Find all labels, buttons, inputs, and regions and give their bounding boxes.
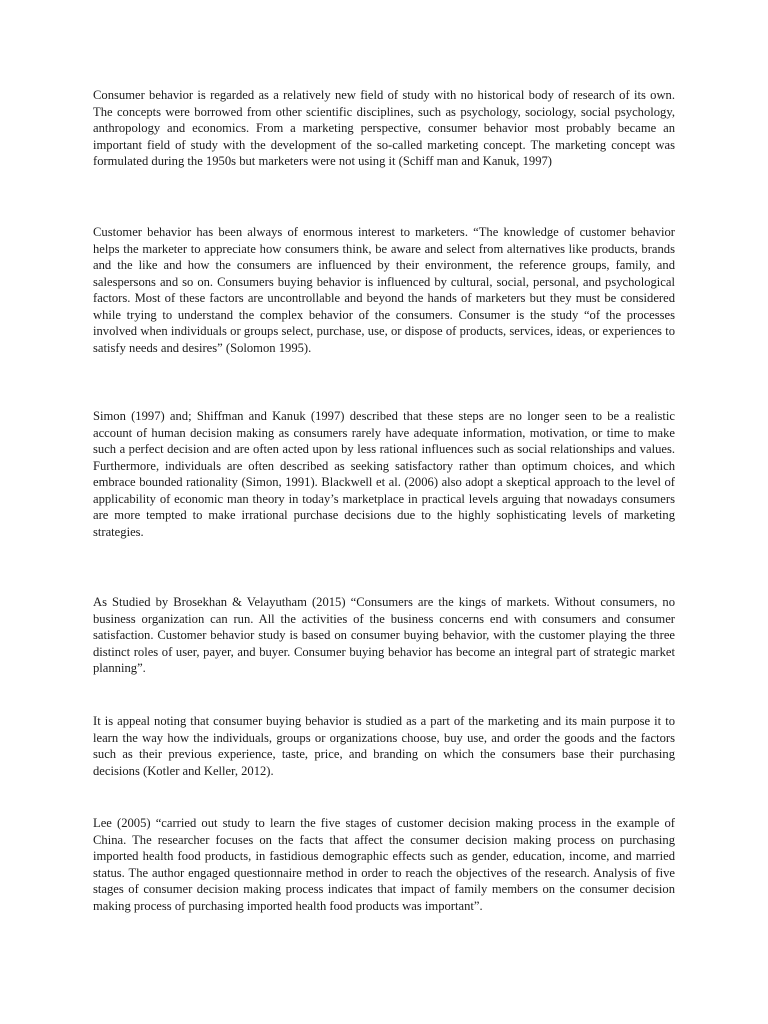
paragraph-consumers-kings-of-markets: As Studied by Brosekhan & Velayutham (2015) “Consumers are the kings of markets. Without consumers, no business organization can run. All the activities of the business concerns end with consumers and consumer satisfaction. Customer behavior study is based on consumer buying behavior, with the customer playing the three distinct roles of user, payer, and buyer. Consumer buying behavior has become an integral part of strategic market planning”.	[93, 595, 675, 675]
paragraph-buying-behavior-purpose: It is appeal noting that consumer buying behavior is studied as a part of the marketing and its main purpose it to learn the way how the individuals, groups or organizations choose, buy use, and order the goods and the factors such as their previous experience, taste, price, and branding on which the consumers base their purchasing decisions (Kotler and Keller, 2012).	[93, 714, 675, 778]
paragraph-bounded-rationality: Simon (1997) and; Shiffman and Kanuk (1997) described that these steps are no longer seen to be a realistic account of human decision making as consumers rarely have adequate information, motivation, or time to make such a perfect decision and are often acted upon by less rational influences such as social relationships and values. Furthermore, individuals are often described as seeking satisfactory rather than optimum choices, and which embrace bounded rationality (Simon, 1991). Blackwell et al. (2006) also adopt a skeptical approach to the level of applicability of economic man theory in today’s marketplace in practical levels arguing that nowadays consumers are more tempted to make irrational purchase decisions due to the highly sophisticating levels of marketing strategies.	[93, 409, 675, 539]
paragraph-lee-china-study: Lee (2005) “carried out study to learn the five stages of customer decision making process in the example of China. The researcher focuses on the facts that affect the consumer decision making process on purchasing imported health food products, in fastidious demographic effects such as gender, education, income, and married status. The author engaged questionnaire method in order to reach the objectives of the research. Analysis of five stages of consumer decision making process indicates that impact of family members on the consumer decision making process of purchasing imported health food products was important”.	[93, 816, 675, 913]
paragraph-consumer-behavior-history: Consumer behavior is regarded as a relatively new field of study with no historical body of research of its own. The concepts were borrowed from other scientific disciplines, such as psychology, sociology, social psychology, anthropology and economics. From a marketing perspective, consumer behavior most probably became an important field of study with the development of the so-called marketing concept. The marketing concept was formulated during the 1950s but marketers were not using it (Schiff man and Kanuk, 1997)	[93, 88, 675, 168]
paragraph-customer-behavior-interest: Customer behavior has been always of enormous interest to marketers. “The knowledge of customer behavior helps the marketer to appreciate how consumers think, be aware and select from alternatives like products, brands and the like and how the consumers are influenced by their environment, the reference groups, family, and salespersons and so on. Consumers buying behavior is influenced by cultural, social, personal, and psychological factors. Most of these factors are uncontrollable and beyond the hands of marketers but they must be considered while trying to understand the complex behavior of the consumers. Consumer is the study “of the processes involved when individuals or groups select, purchase, use, or dispose of products, services, ideas, or experiences to satisfy needs and desires” (Solomon 1995).	[93, 225, 675, 355]
